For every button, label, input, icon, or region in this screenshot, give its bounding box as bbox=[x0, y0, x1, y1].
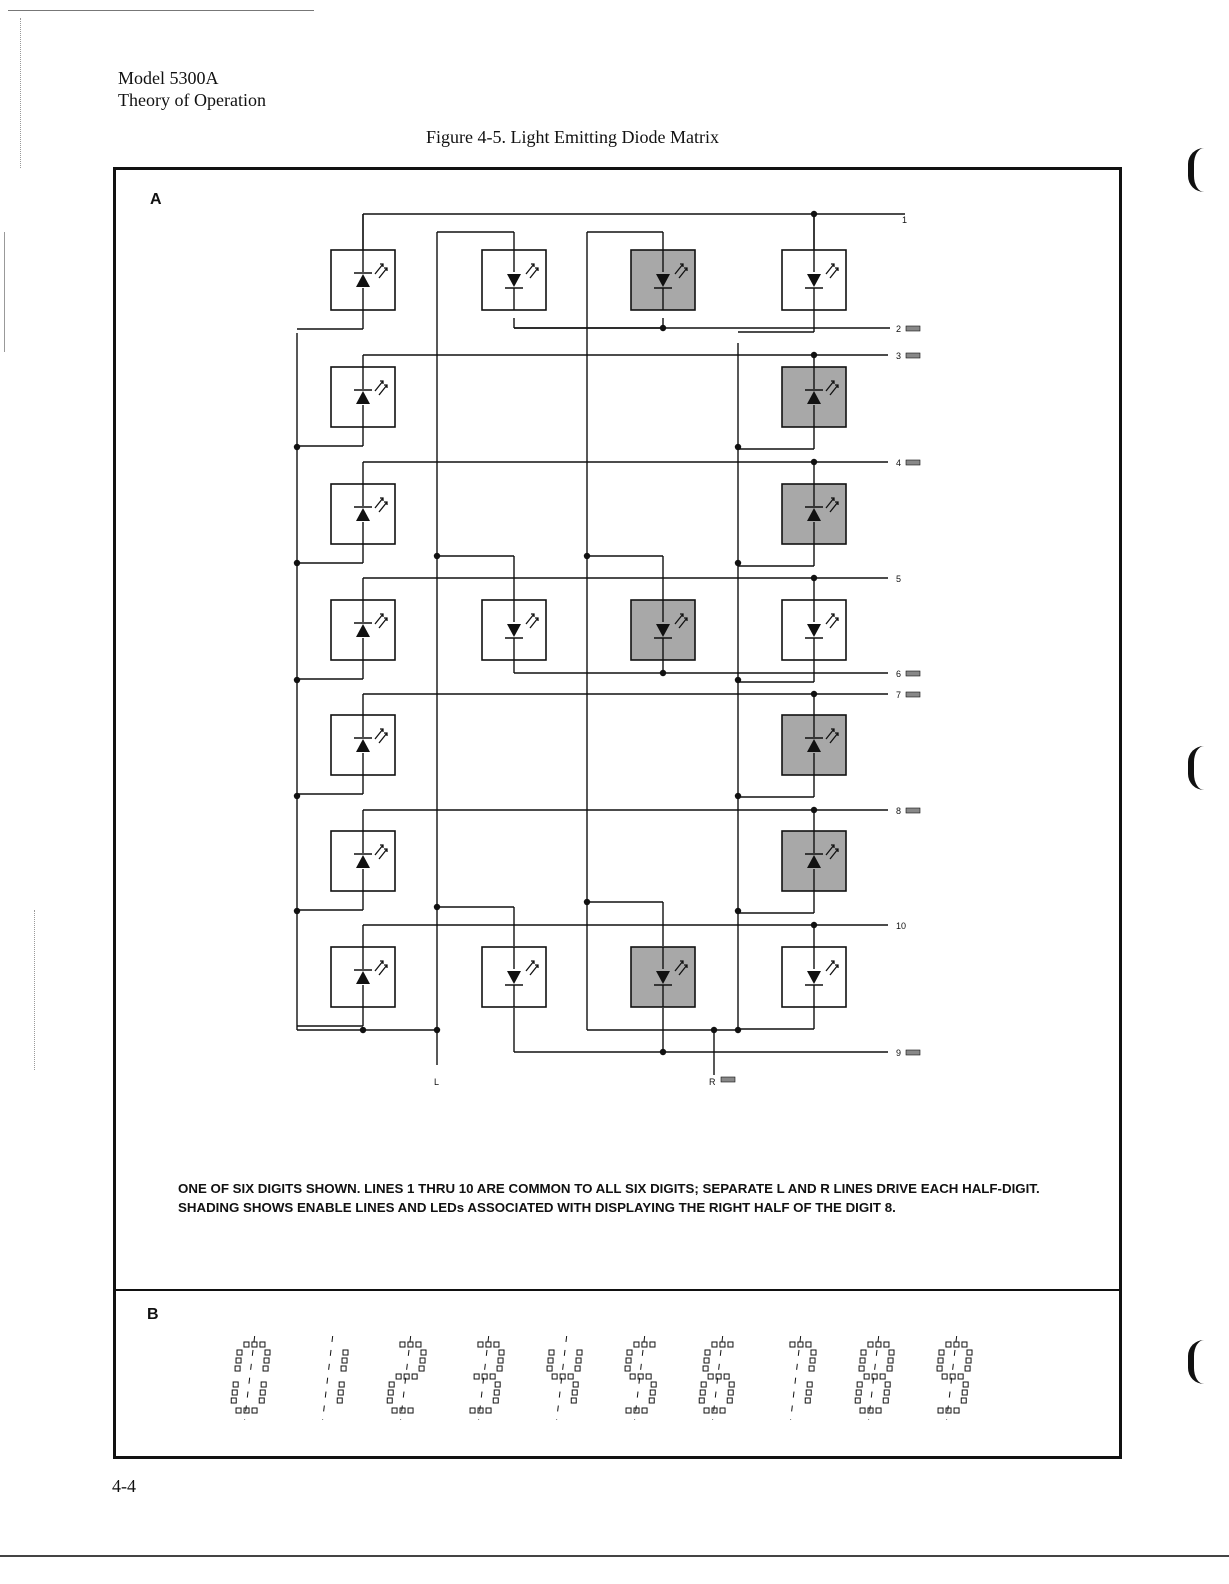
led-dot bbox=[478, 1342, 483, 1347]
led-dot bbox=[387, 1398, 392, 1403]
led-dot bbox=[577, 1350, 582, 1355]
led-dot bbox=[547, 1366, 552, 1371]
led-dot bbox=[887, 1366, 892, 1371]
led-dot bbox=[343, 1350, 348, 1355]
led-dot bbox=[806, 1342, 811, 1347]
led-dot bbox=[573, 1382, 578, 1387]
led-dot bbox=[942, 1374, 947, 1379]
led-dot bbox=[729, 1382, 734, 1387]
led-dot bbox=[946, 1342, 951, 1347]
led-dot bbox=[420, 1358, 425, 1363]
led-dot bbox=[625, 1366, 630, 1371]
led-dot bbox=[807, 1382, 812, 1387]
led-dot bbox=[790, 1342, 795, 1347]
led-dot bbox=[727, 1398, 732, 1403]
led-dot bbox=[712, 1342, 717, 1347]
led-dot bbox=[716, 1374, 721, 1379]
led-dot bbox=[396, 1374, 401, 1379]
led-dot bbox=[264, 1358, 269, 1363]
led-dot bbox=[967, 1350, 972, 1355]
digit-pattern-7 bbox=[790, 1336, 816, 1420]
led-dot bbox=[860, 1358, 865, 1363]
led-dot bbox=[966, 1358, 971, 1363]
led-dot bbox=[626, 1358, 631, 1363]
led-dot bbox=[470, 1408, 475, 1413]
led-dot bbox=[421, 1350, 426, 1355]
led-dot bbox=[342, 1358, 347, 1363]
line-label-1: 1 bbox=[902, 215, 908, 225]
led-dot bbox=[855, 1398, 860, 1403]
digit-pattern-5 bbox=[625, 1336, 656, 1420]
led-dot bbox=[244, 1408, 249, 1413]
led-dot bbox=[499, 1350, 504, 1355]
led-dot bbox=[231, 1398, 236, 1403]
led-dot bbox=[868, 1408, 873, 1413]
led-dot bbox=[252, 1408, 257, 1413]
led-dot bbox=[937, 1366, 942, 1371]
led-dot bbox=[474, 1374, 479, 1379]
led-dot bbox=[494, 1390, 499, 1395]
led-dot bbox=[650, 1342, 655, 1347]
led-dot bbox=[341, 1366, 346, 1371]
led-dot bbox=[810, 1358, 815, 1363]
led-dot bbox=[651, 1382, 656, 1387]
led-dot bbox=[811, 1350, 816, 1355]
line-label-6: 6 bbox=[896, 669, 902, 679]
led-dot bbox=[265, 1350, 270, 1355]
led-dot bbox=[236, 1358, 241, 1363]
led-dot bbox=[412, 1374, 417, 1379]
led-dot bbox=[337, 1398, 342, 1403]
led-dot bbox=[954, 1408, 959, 1413]
bottom-rule bbox=[0, 1555, 1229, 1557]
led-dot bbox=[889, 1350, 894, 1355]
led-dot bbox=[408, 1342, 413, 1347]
led-dot bbox=[568, 1374, 573, 1379]
led-dot bbox=[809, 1366, 814, 1371]
header-section: Theory of Operation bbox=[118, 90, 266, 110]
line-label-L: L bbox=[434, 1077, 440, 1087]
led-dot bbox=[861, 1350, 866, 1355]
led-dot bbox=[950, 1374, 955, 1379]
led-dot bbox=[626, 1408, 631, 1413]
led-dot bbox=[638, 1374, 643, 1379]
led-dot bbox=[708, 1374, 713, 1379]
led-dot bbox=[939, 1350, 944, 1355]
led-dot bbox=[549, 1350, 554, 1355]
led-dot bbox=[872, 1374, 877, 1379]
line-label-8: 8 bbox=[896, 806, 902, 816]
led-dot bbox=[963, 1382, 968, 1387]
led-dot bbox=[860, 1408, 865, 1413]
led-dot bbox=[704, 1358, 709, 1363]
led-dot bbox=[263, 1366, 268, 1371]
line-label-10: 10 bbox=[896, 921, 907, 931]
led-dot bbox=[252, 1342, 257, 1347]
digit-pattern-3 bbox=[470, 1336, 504, 1420]
led-dot bbox=[876, 1342, 881, 1347]
led-dot bbox=[495, 1382, 500, 1387]
digit-pattern-4 bbox=[547, 1336, 582, 1420]
led-dot bbox=[259, 1398, 264, 1403]
led-dot bbox=[701, 1382, 706, 1387]
led-dot bbox=[859, 1366, 864, 1371]
panel-a-caption: ONE OF SIX DIGITS SHOWN. LINES 1 THRU 10 ARE COMMON TO ALL SIX DIGITS; SEPARATE L AND R LINES DRIVE EACH HALF-DIGIT. SHADING SHOWS ENABLE LINES AND LEDs ASSOCIATED WITH DISPLAYING THE RIGHT HALF OF THE DIGIT 8. bbox=[178, 1181, 1040, 1215]
digit-pattern-1 bbox=[323, 1336, 348, 1420]
line-label-3: 3 bbox=[896, 351, 902, 361]
led-dot bbox=[699, 1398, 704, 1403]
led-dot bbox=[552, 1374, 557, 1379]
binding-mark bbox=[1188, 1340, 1204, 1384]
led-dot bbox=[498, 1358, 503, 1363]
led-dot bbox=[649, 1398, 654, 1403]
led-dot bbox=[260, 1390, 265, 1395]
led-dot bbox=[486, 1342, 491, 1347]
binding-mark bbox=[1188, 746, 1204, 790]
led-dot bbox=[880, 1374, 885, 1379]
led-dot bbox=[392, 1408, 397, 1413]
led-dot bbox=[642, 1342, 647, 1347]
half-digit-divider bbox=[791, 1336, 801, 1420]
led-dot bbox=[864, 1374, 869, 1379]
led-dot bbox=[798, 1342, 803, 1347]
led-dot bbox=[962, 1390, 967, 1395]
led-dot bbox=[576, 1358, 581, 1363]
led-dot bbox=[478, 1408, 483, 1413]
led-dot bbox=[493, 1398, 498, 1403]
led-dot bbox=[883, 1398, 888, 1403]
led-dot bbox=[700, 1390, 705, 1395]
led-dot bbox=[650, 1390, 655, 1395]
led-dot bbox=[408, 1408, 413, 1413]
led-dot bbox=[232, 1390, 237, 1395]
digit-pattern-0 bbox=[231, 1336, 270, 1420]
binding-mark bbox=[1188, 148, 1204, 192]
led-dot bbox=[389, 1382, 394, 1387]
led-dot bbox=[857, 1382, 862, 1387]
line-label-7: 7 bbox=[896, 690, 902, 700]
led-dot bbox=[962, 1342, 967, 1347]
led-dot bbox=[806, 1390, 811, 1395]
led-dot bbox=[646, 1374, 651, 1379]
led-dot bbox=[965, 1366, 970, 1371]
line-label-2: 2 bbox=[896, 324, 902, 334]
page-number: 4-4 bbox=[112, 1476, 136, 1496]
line-label-9: 9 bbox=[896, 1048, 902, 1058]
led-dot bbox=[961, 1398, 966, 1403]
led-dot bbox=[868, 1342, 873, 1347]
led-dot bbox=[728, 1390, 733, 1395]
led-dot bbox=[805, 1398, 810, 1403]
led-dot bbox=[724, 1374, 729, 1379]
led-dot bbox=[494, 1342, 499, 1347]
digit-pattern-2 bbox=[387, 1336, 426, 1420]
led-dot bbox=[497, 1366, 502, 1371]
led-dot bbox=[572, 1390, 577, 1395]
led-dot bbox=[884, 1342, 889, 1347]
led-dot bbox=[400, 1408, 405, 1413]
led-dot bbox=[235, 1366, 240, 1371]
led-dot bbox=[575, 1366, 580, 1371]
led-dot bbox=[712, 1408, 717, 1413]
digit-pattern-6 bbox=[699, 1336, 734, 1420]
led-dot bbox=[958, 1374, 963, 1379]
half-digit-divider bbox=[245, 1336, 255, 1420]
figure-title: Figure 4-5. Light Emitting Diode Matrix bbox=[426, 127, 719, 147]
led-dot bbox=[642, 1408, 647, 1413]
led-dot bbox=[885, 1382, 890, 1387]
led-dot bbox=[938, 1408, 943, 1413]
led-dot bbox=[720, 1342, 725, 1347]
half-digit-divider bbox=[323, 1336, 333, 1420]
led-dot bbox=[404, 1374, 409, 1379]
led-dot bbox=[233, 1382, 238, 1387]
digit-pattern-9 bbox=[937, 1336, 972, 1420]
led-dot bbox=[634, 1342, 639, 1347]
led-dot bbox=[954, 1342, 959, 1347]
led-dot bbox=[419, 1366, 424, 1371]
led-dot bbox=[486, 1408, 491, 1413]
led-dot bbox=[482, 1374, 487, 1379]
led-dot bbox=[946, 1408, 951, 1413]
led-dot bbox=[237, 1350, 242, 1355]
led-dot bbox=[856, 1390, 861, 1395]
digit-pattern-8 bbox=[855, 1336, 894, 1420]
led-dot bbox=[876, 1408, 881, 1413]
led-dot bbox=[261, 1382, 266, 1387]
led-dot bbox=[703, 1366, 708, 1371]
led-dot bbox=[244, 1342, 249, 1347]
line-label-4: 4 bbox=[896, 458, 902, 468]
line-label-R: R bbox=[709, 1077, 716, 1087]
led-dot bbox=[236, 1408, 241, 1413]
led-dot bbox=[728, 1342, 733, 1347]
led-dot bbox=[630, 1374, 635, 1379]
led-dot bbox=[634, 1408, 639, 1413]
led-dot bbox=[338, 1390, 343, 1395]
led-dot bbox=[884, 1390, 889, 1395]
led-dot bbox=[560, 1374, 565, 1379]
led-dot bbox=[888, 1358, 893, 1363]
header-model: Model 5300A bbox=[118, 68, 219, 88]
panel-b-label: B bbox=[147, 1306, 159, 1323]
led-dot bbox=[339, 1382, 344, 1387]
panel-a-label: A bbox=[150, 191, 162, 208]
line-label-5: 5 bbox=[896, 574, 902, 584]
led-dot bbox=[400, 1342, 405, 1347]
led-dot bbox=[705, 1350, 710, 1355]
led-dot bbox=[548, 1358, 553, 1363]
led-dot bbox=[490, 1374, 495, 1379]
led-dot bbox=[416, 1342, 421, 1347]
led-dot bbox=[704, 1408, 709, 1413]
led-dot bbox=[388, 1390, 393, 1395]
led-dot bbox=[571, 1398, 576, 1403]
led-dot bbox=[627, 1350, 632, 1355]
led-dot bbox=[938, 1358, 943, 1363]
led-dot bbox=[260, 1342, 265, 1347]
led-dot bbox=[720, 1408, 725, 1413]
